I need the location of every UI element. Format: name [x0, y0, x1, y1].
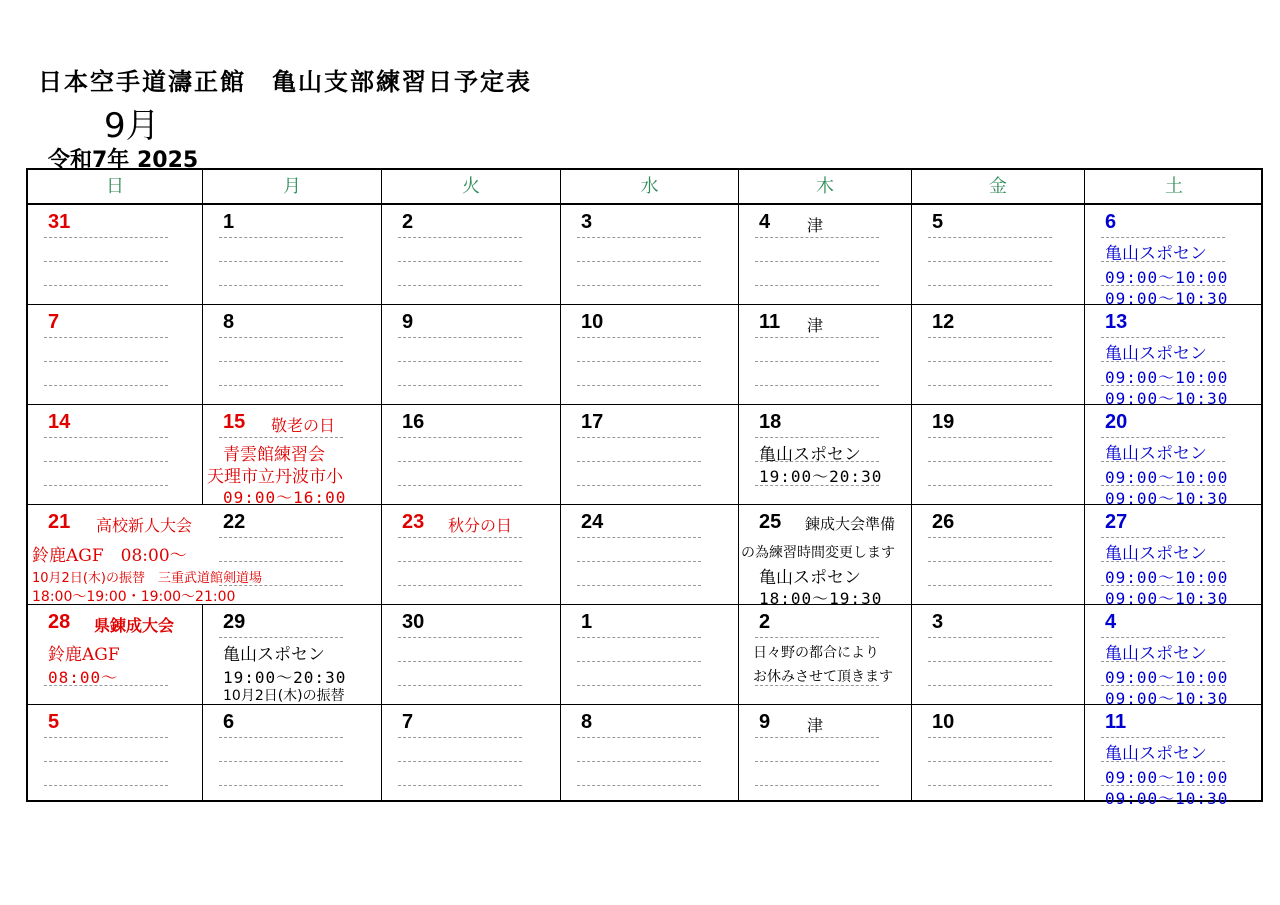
day-number: 7 — [48, 311, 60, 333]
day-number: 6 — [1105, 211, 1117, 233]
event-venue: 鈴鹿AGF 08:00～ — [32, 546, 187, 566]
event-detail: お休みさせて頂きます — [753, 669, 893, 685]
event-time: 09:00～10:00 — [1105, 368, 1229, 387]
day-cell[interactable] — [1085, 505, 1263, 608]
day-cell[interactable] — [1085, 405, 1263, 508]
event-venue: 亀山スポセン — [759, 445, 861, 465]
day-number: 21 — [48, 511, 71, 533]
event-time: 09:00～10:00 — [1105, 568, 1229, 587]
event-time: 18:00～19:00・19:00～21:00 — [32, 589, 236, 605]
day-number: 25 — [759, 511, 782, 533]
day-number: 2 — [759, 611, 771, 633]
event-time: 19:00～20:30 — [223, 668, 347, 687]
day-number: 20 — [1105, 411, 1128, 433]
day-cell[interactable] — [28, 705, 203, 802]
day-cell[interactable] — [382, 505, 561, 605]
holiday-label: 秋分の日 — [448, 516, 513, 535]
event-note: 県錬成大会 — [94, 616, 175, 635]
event-detail: 日々野の都合により — [753, 645, 879, 661]
day-cell[interactable] — [382, 205, 561, 305]
event-title: 青雲館練習会 — [223, 445, 325, 465]
day-cell[interactable] — [203, 605, 382, 705]
event-note: 錬成大会準備 — [805, 515, 896, 533]
event-time: 19:00～20:30 — [759, 467, 883, 486]
day-number: 18 — [759, 411, 782, 433]
event-time: 09:00～10:30 — [1105, 589, 1229, 608]
page-title: 日本空手道濤正館 亀山支部練習日予定表 — [38, 67, 532, 96]
day-number: 7 — [402, 711, 414, 733]
day-cell[interactable] — [739, 305, 912, 405]
event-venue: 亀山スポセン — [1105, 444, 1207, 464]
event-venue: 亀山スポセン — [1105, 244, 1207, 264]
day-cell[interactable] — [203, 505, 382, 605]
event-time: 09:00～10:30 — [1105, 789, 1229, 808]
day-cell[interactable] — [203, 405, 382, 505]
day-number: 9 — [759, 711, 771, 733]
event-detail: の為練習時間変更します — [741, 545, 895, 561]
day-cell[interactable] — [912, 705, 1085, 802]
day-cell[interactable] — [912, 405, 1085, 505]
day-cell[interactable] — [561, 405, 739, 505]
event-time: 09:00～10:00 — [1105, 268, 1229, 287]
day-number: 4 — [1105, 611, 1117, 633]
day-cell[interactable] — [912, 605, 1085, 705]
day-number: 8 — [581, 711, 593, 733]
event-venue: 亀山スポセン — [223, 645, 325, 665]
day-cell[interactable] — [1085, 605, 1263, 708]
day-number: 16 — [402, 411, 425, 433]
day-cell[interactable] — [1085, 205, 1263, 308]
day-number: 26 — [932, 511, 955, 533]
day-cell[interactable] — [739, 205, 912, 305]
day-note: 津 — [807, 316, 824, 335]
day-cell[interactable] — [739, 505, 912, 608]
event-time: 09:00～10:30 — [1105, 689, 1229, 708]
day-number: 23 — [402, 511, 425, 533]
day-cell[interactable] — [739, 705, 912, 802]
day-number: 2 — [402, 211, 414, 233]
day-number: 12 — [932, 311, 955, 333]
day-cell[interactable] — [28, 305, 203, 405]
day-number: 6 — [223, 711, 235, 733]
day-cell[interactable] — [561, 205, 739, 305]
day-cell[interactable] — [382, 705, 561, 802]
day-number: 22 — [223, 511, 246, 533]
day-number: 10 — [581, 311, 604, 333]
day-number: 5 — [932, 211, 944, 233]
day-cell[interactable] — [28, 405, 203, 505]
event-time: 09:00～10:30 — [1105, 289, 1229, 308]
day-number: 29 — [223, 611, 246, 633]
event-time: 09:00～10:30 — [1105, 389, 1229, 408]
day-cell[interactable] — [28, 205, 203, 305]
day-cell[interactable] — [739, 405, 912, 505]
day-note: 津 — [807, 216, 824, 235]
day-number: 4 — [759, 211, 771, 233]
event-venue: 亀山スポセン — [759, 568, 861, 588]
day-number: 31 — [48, 211, 71, 233]
day-cell[interactable] — [561, 605, 739, 705]
calendar-grid — [26, 168, 1263, 808]
event-time: 09:00～10:00 — [1105, 668, 1229, 687]
weekday-wed: 水 — [561, 170, 739, 205]
weekday-sun: 日 — [28, 170, 203, 205]
day-number: 5 — [48, 711, 60, 733]
event-note: 高校新人大会 — [96, 516, 193, 535]
event-time: 09:00～10:30 — [1105, 489, 1229, 508]
event-venue: 鈴鹿AGF — [48, 645, 120, 665]
weekday-mon: 月 — [203, 170, 382, 205]
day-number: 13 — [1105, 311, 1128, 333]
year-label: 令和7年 2025 — [48, 148, 199, 173]
event-time: 09:00～10:00 — [1105, 468, 1229, 487]
holiday-label: 敬老の日 — [271, 416, 336, 435]
day-cell[interactable] — [1085, 305, 1263, 408]
day-cell[interactable] — [382, 305, 561, 405]
event-venue: 亀山スポセン — [1105, 544, 1207, 564]
day-number: 8 — [223, 311, 235, 333]
day-cell[interactable] — [382, 405, 561, 505]
day-number: 15 — [223, 411, 246, 433]
weekday-tue: 火 — [382, 170, 561, 205]
event-time: 08:00～ — [48, 668, 119, 687]
event-time: 09:00～16:00 — [223, 488, 347, 507]
day-cell[interactable] — [382, 605, 561, 705]
day-cell[interactable] — [203, 205, 382, 305]
day-note: 津 — [807, 716, 824, 735]
day-number: 28 — [48, 611, 71, 633]
day-cell[interactable] — [203, 305, 382, 405]
event-venue: 亀山スポセン — [1105, 644, 1207, 664]
day-number: 19 — [932, 411, 955, 433]
day-cell[interactable] — [912, 505, 1085, 605]
event-venue: 天理市立丹波市小 — [207, 467, 343, 487]
day-number: 9 — [402, 311, 414, 333]
weekday-fri: 金 — [912, 170, 1085, 205]
event-time: 09:00～10:00 — [1105, 768, 1229, 787]
day-number: 1 — [223, 211, 235, 233]
day-number: 10 — [932, 711, 955, 733]
day-number: 3 — [932, 611, 944, 633]
day-cell[interactable] — [912, 305, 1085, 405]
day-cell[interactable] — [28, 605, 203, 705]
day-number: 1 — [581, 611, 593, 633]
day-cell[interactable] — [739, 605, 912, 705]
day-number: 30 — [402, 611, 425, 633]
day-number: 14 — [48, 411, 71, 433]
day-number: 24 — [581, 511, 604, 533]
day-number: 3 — [581, 211, 593, 233]
event-venue: 亀山スポセン — [1105, 744, 1207, 764]
day-number: 11 — [759, 311, 781, 333]
day-cell[interactable] — [1085, 705, 1263, 808]
day-number: 17 — [581, 411, 604, 433]
event-detail: 10月2日(木)の振替 — [223, 688, 345, 704]
day-cell[interactable] — [912, 205, 1085, 305]
weekday-sat: 土 — [1085, 170, 1263, 205]
day-number: 11 — [1105, 711, 1127, 733]
day-number: 27 — [1105, 511, 1128, 533]
event-venue: 亀山スポセン — [1105, 344, 1207, 364]
day-cell[interactable] — [561, 705, 739, 802]
event-time: 18:00～19:30 — [759, 589, 883, 608]
day-cell[interactable] — [561, 305, 739, 405]
weekday-thu: 木 — [739, 170, 912, 205]
day-cell[interactable] — [561, 505, 739, 605]
month-label: 9月 — [104, 106, 160, 146]
day-cell[interactable] — [203, 705, 382, 802]
event-detail: 10月2日(木)の振替 三重武道館剣道場 — [32, 571, 262, 586]
